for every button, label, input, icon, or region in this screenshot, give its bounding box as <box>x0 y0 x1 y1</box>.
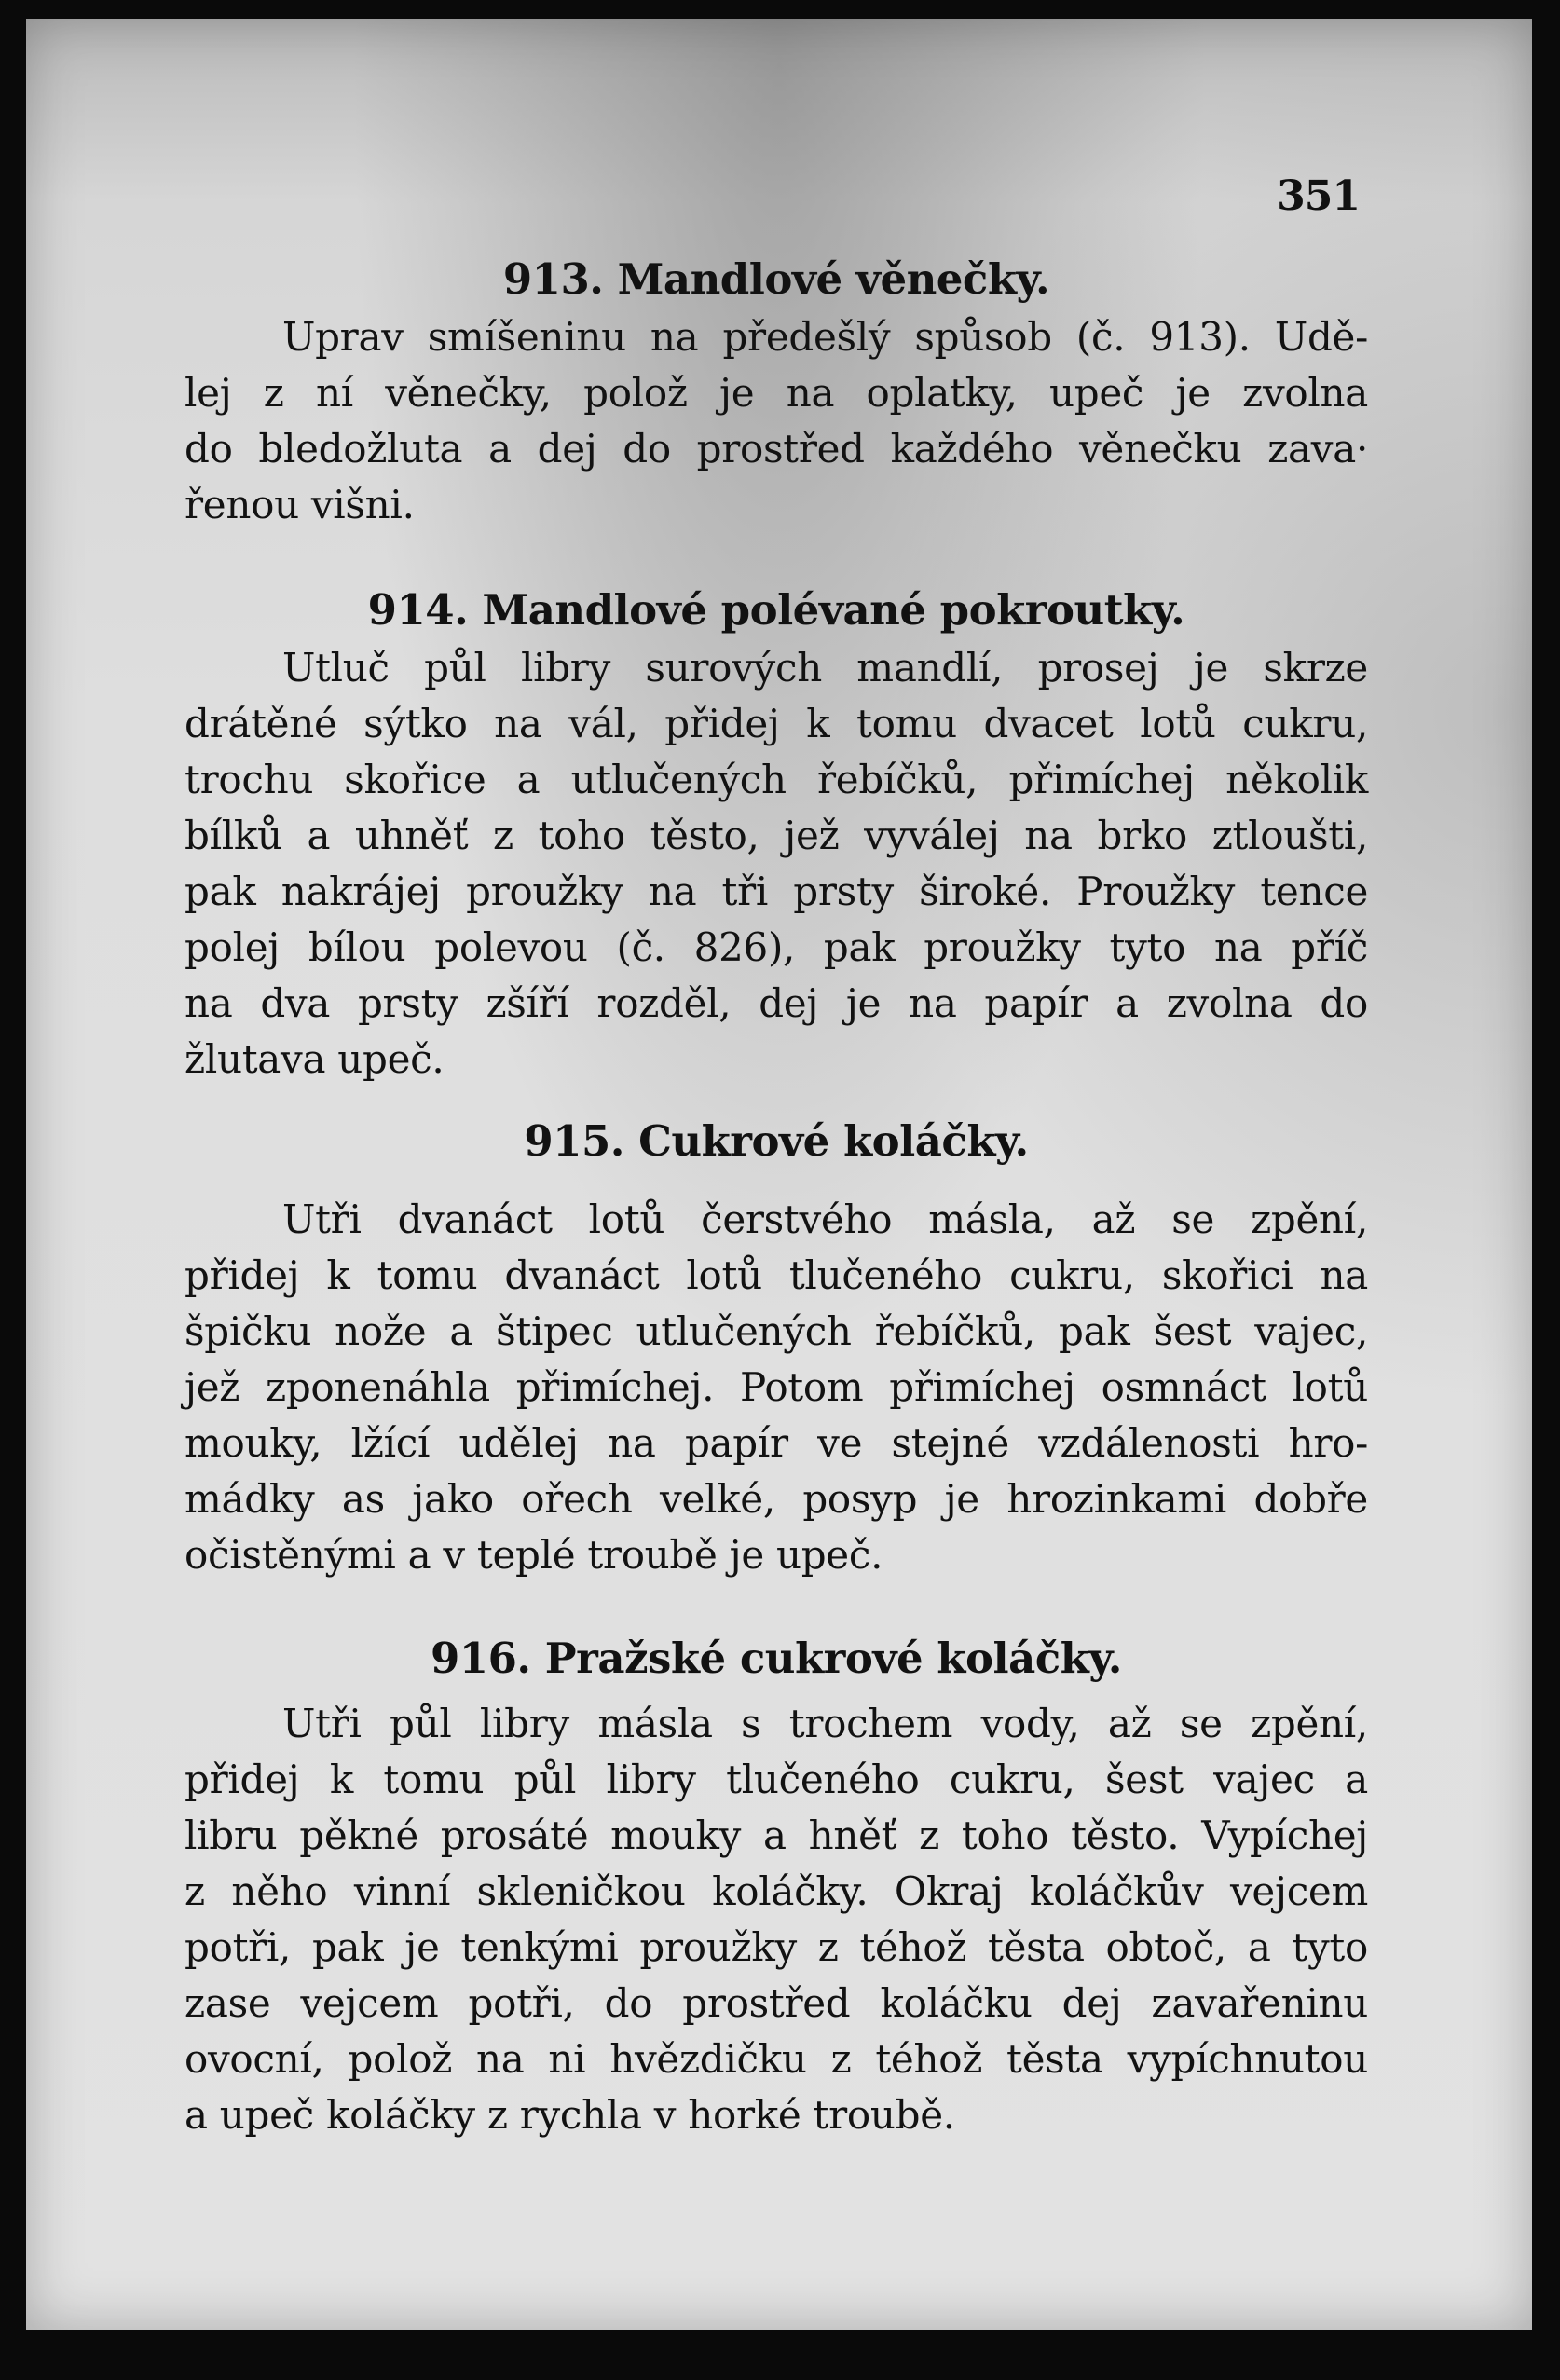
page-number: 351 <box>1277 172 1360 220</box>
text-line: pak nakrájej proužky na tři prsty široké. Proužky tence <box>185 869 1368 914</box>
text-line: do bledožluta a dej do prostřed každého věnečku zava· <box>185 426 1368 472</box>
text-line: přidej k tomu dvanáct lotů tlučeného cukru, skořici na <box>185 1252 1368 1298</box>
text-line: Utři půl libry másla s trochem vody, až se zpění, <box>282 1701 1368 1746</box>
text-line: libru pěkné prosáté mouky a hněť z toho těsto. Vypíchej <box>185 1812 1368 1858</box>
recipe-heading: 914. Mandlové polévané pokroutky. <box>367 585 1185 635</box>
text-line: zase vejcem potři, do prostřed koláčku dej zavařeninu <box>185 1980 1368 2026</box>
recipe-heading: 915. Cukrové koláčky. <box>524 1116 1029 1166</box>
recipe-text <box>185 309 1368 533</box>
text-line: přidej k tomu půl libry tlučeného cukru, šest vajec a <box>185 1757 1368 1802</box>
text-line: Utři dvanáct lotů čerstvého másla, až se zpění, <box>282 1197 1368 1242</box>
recipe-heading: 916. Pražské cukrové koláčky. <box>431 1634 1122 1683</box>
recipe-text <box>185 1696 1368 2143</box>
recipe-heading: 913. Mandlové věnečky. <box>502 254 1050 304</box>
text-line: ovocní, polož na ni hvězdičku z téhož těsta vypíchnutou <box>185 2036 1368 2082</box>
text-line: drátěné sýtko na vál, přidej k tomu dvacet lotů cukru, <box>185 701 1368 746</box>
recipe-914 <box>185 582 1368 1087</box>
recipe-text <box>185 1192 1368 1583</box>
text-line: špičku nože a štipec utlučených řebíčků, pak šest vajec, <box>185 1308 1368 1354</box>
text-line: Utluč půl libry surových mandlí, prosej je skrze <box>282 645 1368 691</box>
text-line: očistěnými a v teplé troubě je upeč. <box>185 1532 883 1578</box>
text-line: na dva prsty zšíří rozděl, dej je na papír a zvolna do <box>185 980 1368 1026</box>
text-line: bílků a uhněť z toho těsto, jež vyválej na brko ztloušti, <box>185 813 1368 858</box>
recipe-913 <box>185 252 1368 533</box>
text-line: jež zponenáhla přimíchej. Potom přimíchej osmnáct lotů <box>185 1364 1368 1410</box>
text-line: Uprav smíšeninu na předešlý spůsob (č. 913). Udě- <box>282 314 1368 360</box>
recipe-916 <box>185 1631 1368 2143</box>
text-line: z něho vinní skleničkou koláčky. Okraj koláčkův vejcem <box>185 1868 1368 1914</box>
text-line: a upeč koláčky z rychla v horké troubě. <box>185 2092 955 2138</box>
recipe-915 <box>185 1114 1368 1583</box>
text-line: mádky as jako ořech velké, posyp je hrozinkami dobře <box>185 1476 1368 1522</box>
text-line: lej z ní věnečky, polož je na oplatky, upeč je zvolna <box>185 370 1368 416</box>
text-line: řenou višni. <box>185 482 415 527</box>
recipe-text <box>185 640 1368 1087</box>
text-line: potři, pak je tenkými proužky z téhož těsta obtoč, a tyto <box>185 1924 1368 1970</box>
text-line: mouky, lžící udělej na papír ve stejné vzdálenosti hro- <box>185 1420 1368 1466</box>
text-line: polej bílou polevou (č. 826), pak proužky tyto na příč <box>185 924 1368 970</box>
text-line: žlutava upeč. <box>185 1036 445 1082</box>
text-line: trochu skořice a utlučených řebíčků, přimíchej několik <box>185 757 1368 802</box>
book-page <box>26 19 1532 2330</box>
